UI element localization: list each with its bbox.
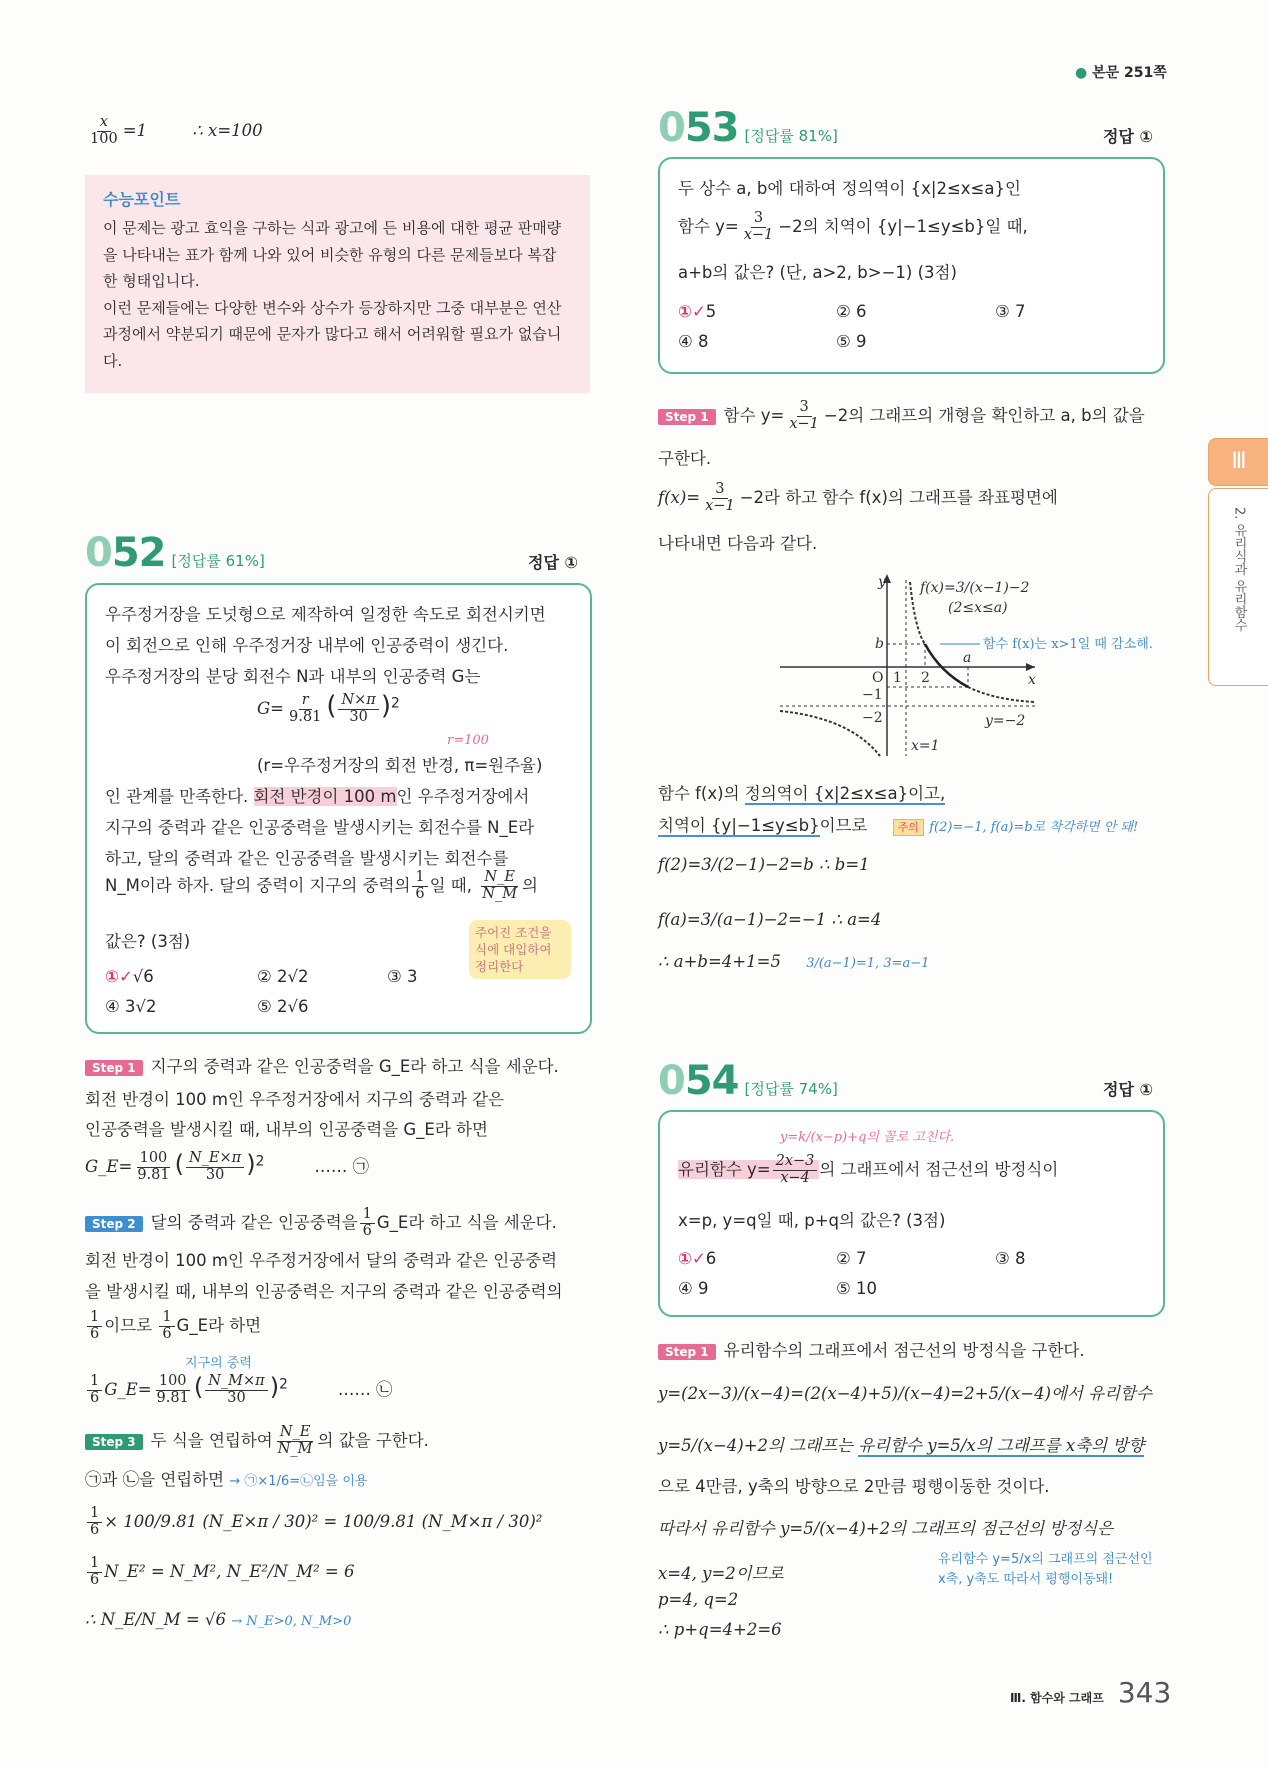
answer-label: 정답 ① [1103,127,1154,146]
text: 이므로 [104,1315,153,1335]
point-line: 이런 문제들에는 다양한 변수와 상수가 등장하지만 그중 대부분은 연산 [103,298,562,317]
lhs: G_E= [104,1380,152,1399]
tick-m1: −1 [862,687,883,703]
fraction-numerator: 3 [797,400,812,417]
question-line: 이 회전으로 인해 우주정거장 내부에 인공중력이 생긴다. [105,636,509,655]
chapter-tab-roman[interactable]: Ⅲ [1208,438,1268,486]
tick-b: b [875,636,884,652]
tick-1: 1 [893,670,902,686]
text: 의 그래프에서 점근선의 방정식이 [819,1159,1059,1179]
choice-5[interactable]: ⑤ 2√6 [257,997,309,1016]
asymptote-y-label: y=−2 [985,713,1026,729]
text: −2라 하고 함수 f(x)의 그래프를 좌표평면에 [739,487,1058,507]
solution-line [658,780,945,804]
tip-bubble [469,920,571,979]
gravity-formula: G= $\frac{r}{9.81}$ ( $\frac{N\times\pi}{30}$ )$^2$ [257,691,400,725]
solution-line [658,482,1058,515]
tip-line: 주어진 조건을 [475,925,552,940]
text: 함수 y= [678,216,739,236]
fraction-denominator: 9.81 [289,709,322,725]
underlined-text: 정의역이 {x|2≤x≤a}이고, [744,784,946,803]
reference-label: 본문 251쪽 [1092,65,1167,81]
question-line [105,870,538,903]
question-line: 두 상수 a, b에 대하여 정의역이 {x|2≤x≤a}인 [678,179,1021,198]
function-graph [780,570,1190,760]
conclusion: ∴ x=100 [192,120,263,140]
equation: × 100/9.81 (N_E×π / 30)² = 100/9.81 (N_M×π / 30)² [104,1511,543,1531]
solution-line: 회전 반경이 100 m인 우주정거장에서 달의 중력과 같은 인공중력 [85,1251,558,1270]
solution-line: 따라서 유리함수 y=5/(x−4)+2의 그래프의 점근선의 방정식은 [658,1519,1114,1538]
highlighted-condition: 회전 반경이 100 m [253,787,397,806]
step-badge: Step 2 [85,1216,143,1232]
chapter-tab-label: 2. 유리식과 유리함수 [1231,507,1247,632]
question-054-box [658,1110,1165,1317]
point-line: 한 형태입니다. [103,272,200,290]
solution-line: 나타내면 다음과 같다. [658,534,818,553]
tick-a: a [963,650,972,666]
question-053-header [658,105,838,151]
fraction-numerator: 1 [87,1310,102,1327]
fraction-denominator: 6 [90,1521,100,1538]
fraction-denominator: 6 [90,1390,100,1406]
footer [1010,1676,1171,1709]
choice-1[interactable] [678,1249,716,1268]
asymptote-x-label: x=1 [911,738,940,754]
domain-label: (2≤x≤a) [948,600,1008,616]
choice-2[interactable]: ② 6 [836,302,867,321]
step-badge: Step 1 [658,1344,716,1360]
fraction-numerator: N_E [481,870,518,887]
choice-5[interactable]: ⑤ 9 [836,332,867,351]
fraction-denominator: 6 [362,1222,372,1239]
question-line: 우주정거장의 분당 회전수 N과 내부의 인공중력 G는 [105,667,481,686]
formula-lhs: G= [257,699,285,718]
answer-label: 정답 ① [528,553,579,572]
earth-gravity-note: 지구의 중력 [185,1356,252,1371]
main-text-reference [1075,62,1167,82]
choice-3[interactable]: ③ 7 [995,302,1026,321]
question-number: 53 [684,105,739,151]
step-title: −2의 그래프의 개형을 확인하고 a, b의 값을 [823,405,1145,425]
fraction-denominator: 30 [205,1167,225,1183]
question-number-zero: 0 [658,105,685,151]
question-line [678,211,1028,244]
check-icon: ①✓ [678,302,706,321]
radius-note: r=100 [447,733,489,748]
warning-text: f(2)=−1, f(a)=b로 착각하면 안 돼! [929,820,1139,835]
equation-rest: =1 [122,120,148,140]
warning-badge: 주의 [893,819,924,836]
solution-line: 을 발생시킬 때, 내부의 인공중력은 지구의 중력과 같은 인공중력의 [85,1282,563,1301]
chapter-tab[interactable] [1208,488,1268,686]
form-note: y=k/(x−p)+q의 꼴로 고친다. [780,1130,955,1145]
point-line: 다. [103,351,123,370]
text: 인 우주정거장에서 [396,787,530,806]
solution-line [658,952,929,971]
question-line: a+b의 값은? (단, a>2, b>−1) (3점) [678,263,957,282]
fraction-numerator: 3 [712,482,727,499]
fraction-numerator: N_E [277,1425,314,1442]
fraction-denominator: 6 [162,1325,172,1342]
question-052-box [85,583,592,1034]
choice-1[interactable] [105,967,154,986]
text: G_E라 하면 [176,1315,262,1335]
text: N_M이라 하자. 달의 중력이 지구의 중력의 [105,875,411,895]
question-054-header [658,1058,838,1104]
choice-5[interactable]: ⑤ 10 [836,1279,878,1298]
step-3-heading [85,1425,429,1458]
equation-mark: …… ㉡ [337,1380,393,1399]
fraction-denominator: x−1 [743,226,774,243]
exponent: 2 [255,1153,265,1170]
answer-label: 정답 ① [1103,1080,1154,1099]
point-line: 을 나타내는 표가 함께 나와 있어 비슷한 유형의 다른 문제들보다 복잡 [103,245,557,264]
question-line [105,781,534,812]
solution-line: 으로 4만큼, y축의 방향으로 2만큼 평행이동한 것이다. [658,1477,1050,1496]
solution-line [85,1610,351,1629]
fraction-denominator: x−4 [780,1169,810,1186]
formula-legend: (r=우주정거장의 회전 반경, π=원주율) [257,756,543,775]
solution-line [658,812,1138,836]
solution-line: x=4, y=2이므로 [658,1564,784,1583]
step-1-heading [658,400,1145,433]
text: 이므로 [819,816,868,835]
text: 일 때, [429,875,472,895]
choice-4[interactable]: ④ 3√2 [105,997,157,1016]
fraction-numerator: 1 [87,1506,102,1523]
function-label: f(x)=3/(x−1)−2 [920,580,1030,596]
equation: ∴ N_E/N_M = √6 [85,1610,226,1629]
page-number: 343 [1117,1676,1172,1709]
step-title: 유리함수의 그래프에서 점근선의 방정식을 구한다. [723,1341,1085,1360]
suneung-point-box [85,175,590,393]
solution-line: 인공중력을 발생시킬 때, 내부의 인공중력을 G_E라 하면 [85,1120,488,1139]
step-1-heading [85,1053,559,1077]
solution-line [85,1310,261,1343]
origin-label: O [872,670,884,686]
point-line: 이 문제는 광고 효익을 구하는 식과 광고에 든 비용에 대한 평균 판매량 [103,219,562,237]
circle-icon: ● [1075,65,1088,81]
fraction-numerator: 3 [751,211,766,228]
fraction-numerator: N_M×π [205,1374,267,1391]
choice-4[interactable]: ④ 8 [678,332,709,351]
solution-line: ∴ p+q=4+2=6 [658,1620,782,1639]
solution-line: f(2)=3/(2−1)−2=b ∴ b=1 [658,855,870,874]
solution-line: y=(2x−3)/(x−4)=(2(x−4)+5)/(x−4)=2+5/(x−4)에서 유리함수 [658,1384,1152,1403]
fraction-denominator: 30 [227,1390,246,1406]
step-badge: Step 3 [85,1434,143,1450]
step-title: 의 값을 구한다. [317,1430,429,1450]
fraction-numerator: N_E×π [186,1151,244,1168]
solution-line [85,1556,355,1589]
fraction-denominator: x−1 [789,415,819,432]
asymptote-note [938,1550,1153,1590]
choice-text: 5 [705,302,717,321]
decreasing-note: 함수 f(x)는 x>1일 때 감소해. [983,637,1153,652]
question-number-zero: 0 [85,530,112,576]
note: → N_E>0, N_M>0 [231,1614,352,1629]
note: 3/(a−1)=1, 3=a−1 [806,956,930,971]
equation-2: $\frac{1}{6}$ G_E= $\frac{100}{9.81}$ ( $\frac{N\_M\times\pi}{30}$ )$^2$ …… ㉡ [85,1373,393,1407]
text: 인 관계를 만족한다. [105,787,254,806]
fraction-denominator: 30 [349,709,368,725]
solution-line: 회전 반경이 100 m인 우주정거장에서 지구의 중력과 같은 [85,1090,504,1109]
exponent: 2 [279,1376,288,1393]
tip-line: 식에 대입하여 [475,942,552,957]
step-badge: Step 1 [658,409,716,425]
solution-line [85,1506,542,1539]
point-line: 과정에서 약분되기 때문에 문자가 많다고 해서 어려워할 필요가 없습니 [103,325,562,343]
question-number: 52 [111,530,166,576]
fraction-denominator: x−1 [705,497,735,514]
solution-line [658,1432,1144,1456]
equation: N_E² = N_M², N_E²/N_M² = 6 [104,1561,355,1581]
tip-line: 정리한다 [475,959,524,974]
step-title: 지구의 중력과 같은 인공중력을 G_E라 하고 식을 세운다. [150,1057,559,1076]
text: ∴ a+b=4+1=5 [658,952,781,971]
step-2-heading [85,1207,557,1240]
underlined-text: 치역이 {y|−1≤y≤b} [658,816,820,835]
fraction-denominator: 6 [90,1325,100,1342]
y-label: y [878,574,886,590]
point-title: 수능포인트 [103,190,181,209]
fraction-numerator: 100 [137,1151,171,1168]
question-number: 54 [684,1058,739,1104]
text: 의 [522,875,538,895]
text: 유리함수 y= [678,1159,771,1179]
fraction-numerator: 1 [87,1374,102,1391]
text: 함수 f(x)의 [658,784,745,803]
fraction-denominator: N_M [482,885,518,902]
lhs: G_E= [85,1157,133,1176]
choice-2[interactable]: ② 2√2 [257,967,309,986]
choice-text: 6 [705,1249,717,1268]
solution-line: f(a)=3/(a−1)−2=−1 ∴ a=4 [658,910,882,929]
question-line: 지구의 중력과 같은 인공중력을 발생시키는 회전수를 N_E라 [105,818,535,837]
choice-3[interactable]: ③ 3 [387,967,418,986]
check-icon: ①✓ [678,1249,706,1268]
fraction-denominator: 9.81 [137,1167,170,1183]
check-icon: ①✓ [105,967,133,986]
fraction-numerator: 2x−3 [773,1154,818,1171]
fraction-numerator: 1 [360,1207,375,1224]
correct-rate: [정답률 81%] [744,127,838,145]
fraction-denominator: 9.81 [156,1390,189,1406]
note: → ㉠×1/6=㉡임을 이용 [229,1474,368,1489]
footer-chapter: Ⅲ. 함수와 그래프 [1010,1691,1104,1705]
choice-2[interactable]: ② 7 [836,1249,867,1268]
tick-2: 2 [921,670,930,686]
question-line: 값은? (3점) [105,932,191,951]
step-title: G_E라 하고 식을 세운다. [376,1212,557,1232]
step-badge: Step 1 [85,1060,143,1076]
choice-3[interactable]: ③ 8 [995,1249,1026,1268]
choice-text: √6 [132,967,154,986]
solution-line: p=4, q=2 [658,1590,739,1609]
note-line: x축, y축도 따라서 평행이동돼! [938,1572,1114,1587]
fraction-denominator: 100 [90,130,118,147]
fraction-numerator: N×π [338,693,378,710]
question-line: 우주정거장을 도넛형으로 제작하여 일정한 속도로 회전시키면 [105,605,546,624]
curve-domain [925,644,968,687]
correct-rate: [정답률 74%] [744,1080,838,1098]
fraction-numerator: x [97,115,111,132]
fraction-numerator: 1 [412,870,427,887]
question-052-header [85,530,265,576]
correct-rate: [정답률 61%] [171,552,265,570]
question-line: x=p, y=q일 때, p+q의 값은? (3점) [678,1211,946,1230]
solution-line [85,1466,367,1490]
fraction-denominator: 6 [415,885,425,902]
question-number-zero: 0 [658,1058,685,1104]
fraction-denominator: N_M [277,1440,313,1457]
choice-4[interactable]: ④ 9 [678,1279,709,1298]
note-line: 유리함수 y=5/x의 그래프의 점근선인 [938,1552,1153,1567]
equation-mark: …… ㉠ [314,1157,370,1176]
x-label: x [1028,672,1036,688]
step-1-heading [658,1337,1085,1361]
fraction-numerator: 1 [159,1310,174,1327]
text: ㉠과 ㉡을 연립하면 [85,1470,225,1489]
question-line [678,1154,1058,1187]
equation-1: G_E= $\frac{100}{9.81}$ ( $\frac{N\_E\times\pi}{30}$ )$^2$ …… ㉠ [85,1150,370,1183]
x-axis-arrow [1026,663,1035,671]
exponent: 2 [391,695,400,712]
curve-dashed-right [968,687,1035,702]
underlined-text: 유리함수 y=5/x의 그래프를 x축의 방향 [858,1436,1145,1455]
step-title: 함수 y= [723,405,785,425]
step-title: 두 식을 연립하여 [150,1430,273,1450]
text: −2의 치역이 {y|−1≤y≤b}일 때, [778,216,1028,236]
question-line: 하고, 달의 중력과 같은 인공중력을 발생시키는 회전수를 [105,849,509,868]
text: y=5/(x−4)+2의 그래프는 [658,1436,859,1455]
step-title: 달의 중력과 같은 인공중력을 [150,1212,358,1232]
choice-1[interactable] [678,302,716,321]
fraction-numerator: 100 [156,1374,190,1391]
text: f(x)= [658,487,701,507]
tick-m2: −2 [862,710,883,726]
step-title-cont: 구한다. [658,449,712,468]
fraction-denominator: 6 [90,1571,100,1588]
fraction-numerator: r [299,693,312,710]
fraction-numerator: 1 [87,1556,102,1573]
question-053-box [658,157,1165,374]
top-equation [85,115,263,148]
